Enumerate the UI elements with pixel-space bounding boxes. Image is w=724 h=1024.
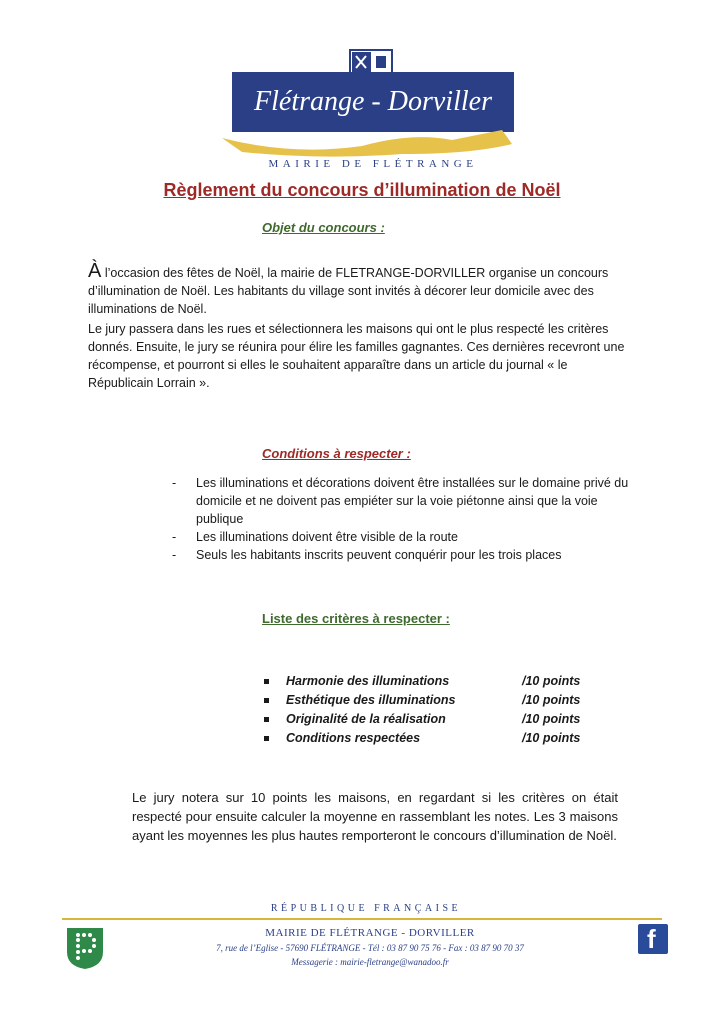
condition-text: Les illuminations doivent être visible de la route (196, 530, 458, 544)
criteria-row (264, 693, 604, 712)
parc-naturel-logo-icon (64, 926, 106, 970)
intro-drop-letter: À (88, 260, 102, 282)
section-objet-title: Objet du concours : (262, 220, 385, 235)
criteria-points: /10 points (522, 731, 581, 745)
logo-title: Flétrange - Dorviller (254, 86, 492, 117)
criteria-row (264, 674, 604, 693)
section-criteres-title: Liste des critères à respecter : (262, 611, 450, 626)
intro-paragraph-1-text: l’occasion des fêtes de Noël, la mairie de FLETRANGE-DORVILLER organise un concours d’illumination de Noël. Les habitants du village sont invités à décorer leur domicile avec des illuminations de Noël. (88, 266, 609, 316)
intro-paragraph-2: Le jury passera dans les rues et sélectionnera les maisons qui ont le plus respecté les critères donnés. Ensuite, le jury se réunira pour élire les familles gagnantes. Ces dernières recevront une récompense, et pourront si elles le souhaitent apparaître dans un article du journal « le Républicain Lorrain ». (88, 322, 625, 390)
page-title: Règlement du concours d’illumination de Noël (163, 180, 561, 200)
section-conditions-title: Conditions à respecter : (262, 446, 411, 461)
criteria-row (264, 712, 604, 731)
criteria-row (264, 731, 604, 750)
facebook-glyph: f (647, 924, 656, 954)
logo-gold-swoosh (202, 126, 522, 158)
square-bullet-icon (264, 698, 269, 703)
list-item (172, 528, 632, 546)
criteria-points: /10 points (522, 693, 581, 707)
dash-bullet: - (172, 548, 177, 562)
footer-address: 7, rue de l’Eglise - 57690 FLÉTRANGE - Tél : 03 87 90 75 76 - Fax : 03 87 90 70 37 (216, 943, 524, 953)
town-logo (232, 46, 514, 154)
criteria-list (264, 674, 604, 750)
republique-label: RÉPUBLIQUE FRANÇAISE (270, 903, 462, 914)
square-bullet-icon (264, 679, 269, 684)
intro-text (88, 262, 628, 394)
dash-bullet: - (172, 530, 177, 544)
footer-mairie-name: MAIRIE DE FLÉTRANGE - DORVILLER (265, 927, 475, 939)
criteria-label: Esthétique des illuminations (286, 693, 456, 707)
dash-bullet: - (172, 476, 177, 490)
criteria-label: Conditions respectées (286, 731, 421, 745)
square-bullet-icon (264, 736, 269, 741)
footer-email: Messagerie : mairie-fletrange@wanadoo.fr (291, 957, 449, 967)
condition-text: Les illuminations et décorations doivent être installées sur le domaine privé du domicile et ne doivent pas empiéter sur la voie piétonne ainsi que la voie publique (196, 476, 629, 526)
conditions-list (172, 474, 632, 564)
list-item (172, 474, 632, 528)
criteria-label: Originalité de la réalisation (286, 712, 446, 726)
condition-text: Seuls les habitants inscrits peuvent conquérir pour les trois places (196, 548, 562, 562)
facebook-icon[interactable] (638, 924, 668, 954)
criteria-points: /10 points (522, 674, 581, 688)
mairie-label: MAIRIE DE FLÉTRANGE (268, 158, 478, 170)
list-item (172, 546, 632, 564)
final-paragraph: Le jury notera sur 10 points les maisons, en regardant si les critères on était respecté pour ensuite calculer la moyenne en rassemblant les notes. Les 3 maisons ayant les moyennes les plus hautes remporteront le concours d’illumination de Noël. (132, 790, 618, 843)
footer-divider (62, 918, 662, 920)
criteria-points: /10 points (522, 712, 581, 726)
square-bullet-icon (264, 717, 269, 722)
intro-paragraph-1 (88, 262, 628, 318)
criteria-label: Harmonie des illuminations (286, 674, 450, 688)
